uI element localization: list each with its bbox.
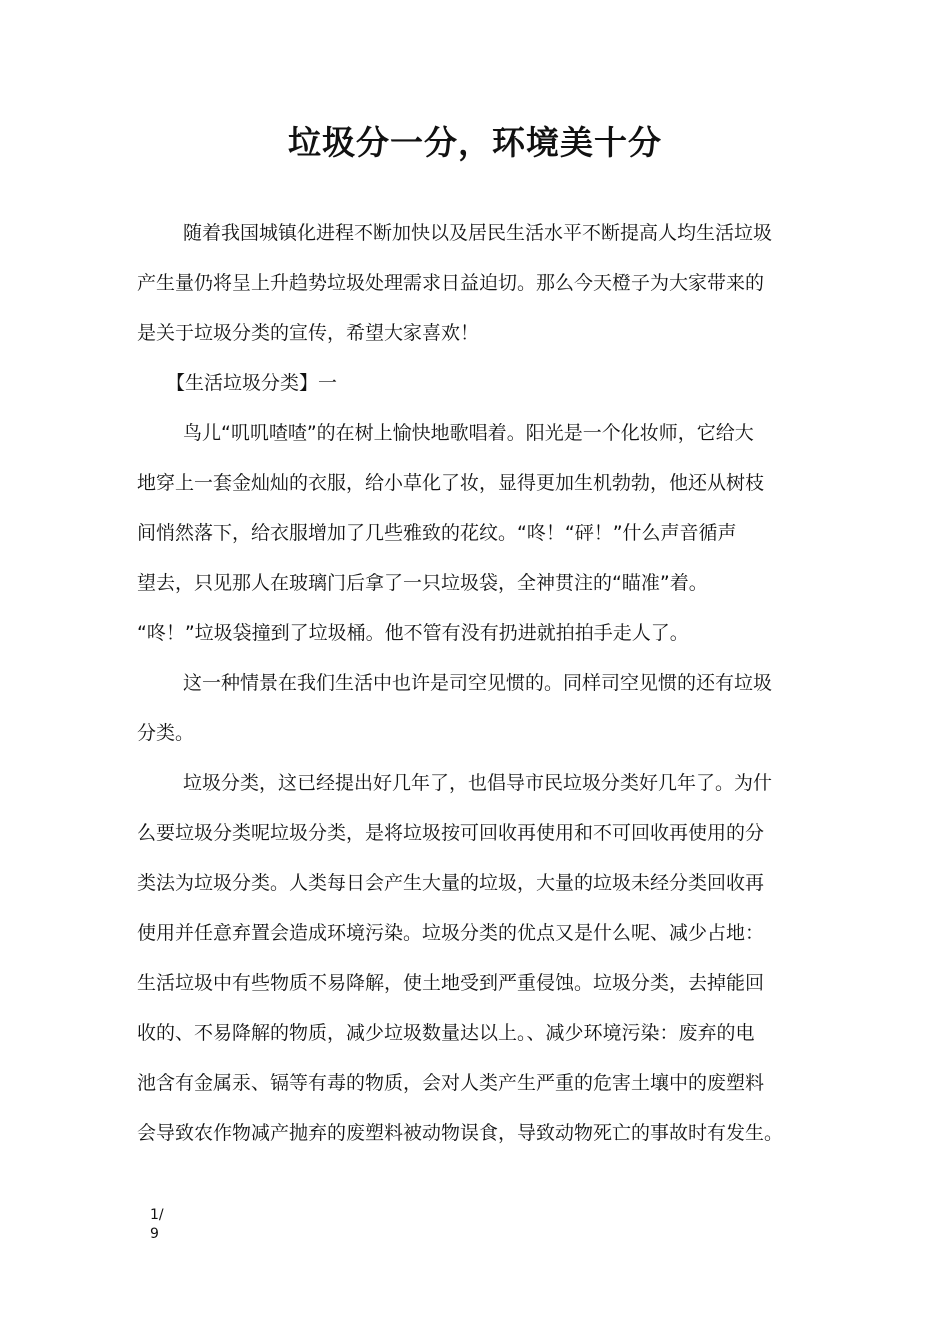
text-line: 地穿上一套金灿灿的衣服，给小草化了妆，显得更加生机勃勃，他还从树枝 — [137, 472, 765, 494]
text-line: 类法为垃圾分类。人类每日会产生大量的垃圾，大量的垃圾未经分类回收再 — [137, 872, 765, 894]
text-line: 【生活垃圾分类】一 — [166, 372, 338, 394]
text-line: 分类。 — [137, 722, 195, 744]
document-title: 垃圾分一分，环境美十分 — [288, 123, 662, 162]
paragraph-intro — [137, 208, 827, 358]
section-heading — [137, 358, 827, 408]
text-line: 么要垃圾分类呢垃圾分类，是将垃圾按可回收再使用和不可回收再使用的分 — [137, 822, 765, 844]
text-line: 会导致农作物减产抛弃的废塑料被动物误食，导致动物死亡的事故时有发生。 — [137, 1122, 784, 1144]
text-line: “咚！”垃圾袋撞到了垃圾桶。他不管有没有扔进就拍拍手走人了。 — [137, 622, 689, 644]
text-line: 生活垃圾中有些物质不易降解，使土地受到严重侵蚀。垃圾分类，去掉能回 — [137, 972, 765, 994]
paragraph-scene — [137, 658, 827, 758]
page-number: 1/9 — [150, 1207, 164, 1242]
text-line: 这一种情景在我们生活中也许是司空见惯的。同样司空见惯的还有垃圾 — [183, 672, 773, 694]
text-line: 使用并任意弃置会造成环境污染。垃圾分类的优点又是什么呢、减少占地： — [137, 922, 765, 944]
paragraph-classification — [137, 758, 827, 1158]
document-body — [137, 208, 827, 1158]
text-line: 产生量仍将呈上升趋势垃圾处理需求日益迫切。那么今天橙子为大家带来的 — [137, 272, 765, 294]
paragraph-story — [137, 408, 827, 658]
text-line: 池含有金属汞、镉等有毒的物质，会对人类产生严重的危害土壤中的废塑料 — [137, 1072, 765, 1094]
text-line: 是关于垃圾分类的宣传，希望大家喜欢！ — [137, 322, 480, 344]
text-line: 望去，只见那人在玻璃门后拿了一只垃圾袋，全神贯注的“瞄准”着。 — [137, 572, 708, 594]
text-line: 收的、不易降解的物质，减少垃圾数量达以上。、减少环境污染：废弃的电 — [137, 1022, 755, 1044]
text-line: 鸟儿“叽叽喳喳”的在树上愉快地歌唱着。阳光是一个化妆师，它给大 — [183, 422, 754, 444]
text-line: 间悄然落下，给衣服增加了几些雅致的花纹。“咚！“砰！”什么声音循声 — [137, 522, 737, 544]
text-line: 垃圾分类，这已经提出好几年了，也倡导市民垃圾分类好几年了。为什 — [183, 772, 773, 794]
text-line: 随着我国城镇化进程不断加快以及居民生活水平不断提高人均生活垃圾 — [183, 222, 773, 244]
